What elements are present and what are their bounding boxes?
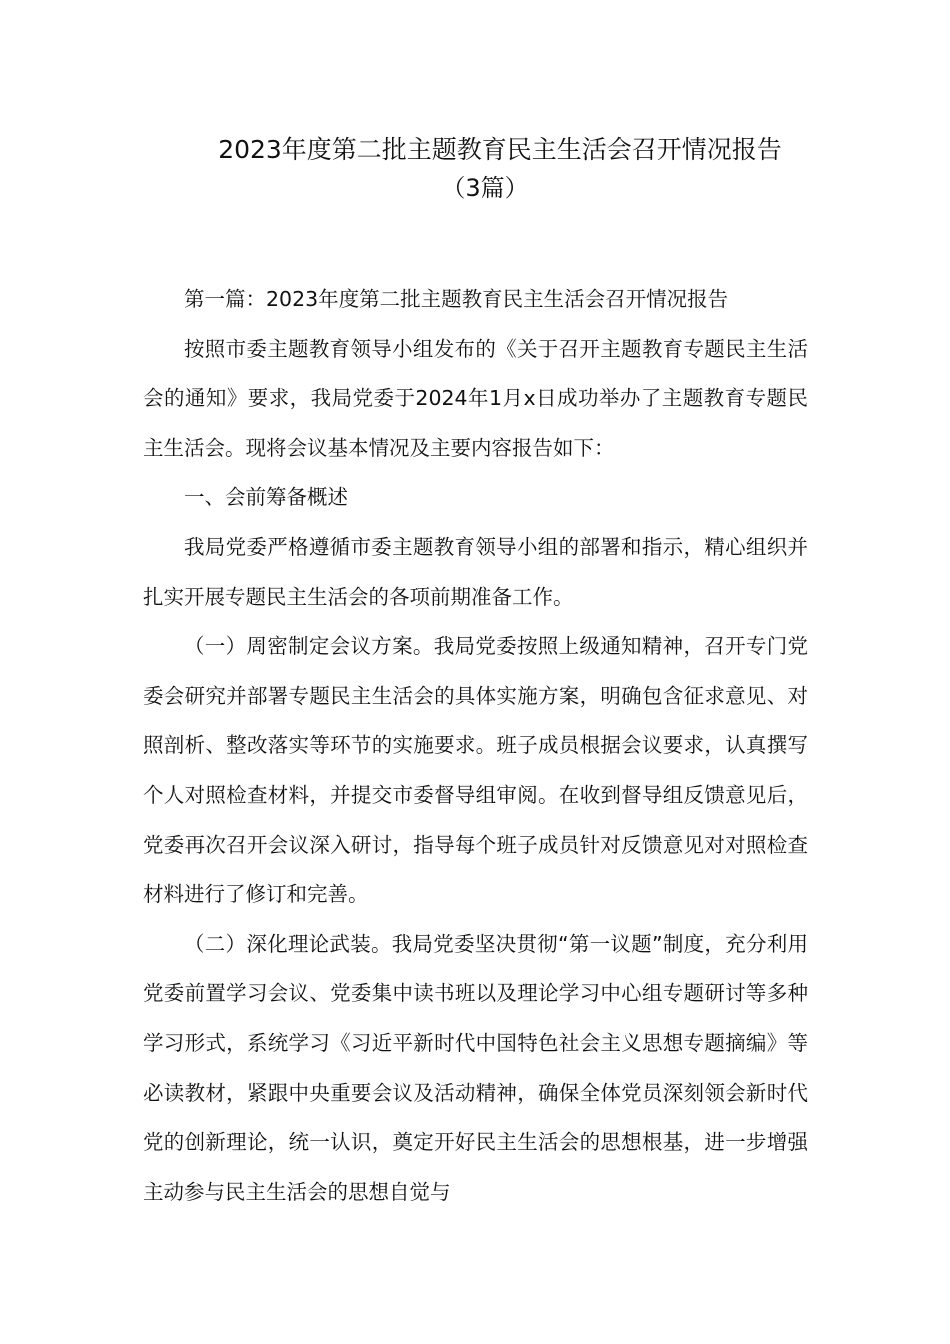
paragraph-overview: 我局党委严格遵循市委主题教育领导小组的部署和指示，精心组织并扎实开展专题民主生活会的各项前期准备工作。 <box>143 534 808 609</box>
section-heading: 一、会前筹备概述 <box>184 485 348 510</box>
paragraph-item-2: （二）深化理论武装。我局党委坚决贯彻“第一议题”制度，充分利用党委前置学习会议、党委集中读书班以及理论学习中心组专题研讨等多种学习形式，系统学习《习近平新时代中国特色社会主义思想专题摘编》等必读教材，紧跟中央重要会议及活动精神，确保全体党员深刻领会新时代党的创新理论，统一认识，奠定开好民主生活会的思想根基，进一步增强主动参与民主生活会的思想自觉与 <box>143 931 808 1204</box>
paragraph-intro: 按照市委主题教育领导小组发布的《关于召开主题教育专题民主生活会的通知》要求，我局党委于2024年1月x日成功举办了主题教育专题民主生活会。现将会议基本情况及主要内容报告如下： <box>143 336 808 460</box>
paragraph-item-1: （一）周密制定会议方案。我局党委按照上级通知精神，召开专门党委会研究并部署专题民主生活会的具体实施方案，明确包含征求意见、对照剖析、整改落实等环节的实施要求。班子成员根据会议要求，认真撰写个人对照检查材料，并提交市委督导组审阅。在收到督导组反馈意见后，党委再次召开会议深入研讨，指导每个班子成员针对反馈意见对对照检查材料进行了修订和完善。 <box>143 634 808 907</box>
document-title: 2023年度第二批主题教育民主生活会召开情况报告 <box>218 135 782 164</box>
document-body <box>143 275 808 1217</box>
document-subtitle: （3篇） <box>441 174 529 202</box>
paragraph-part-heading: 第一篇：2023年度第二批主题教育民主生活会召开情况报告 <box>184 287 729 311</box>
